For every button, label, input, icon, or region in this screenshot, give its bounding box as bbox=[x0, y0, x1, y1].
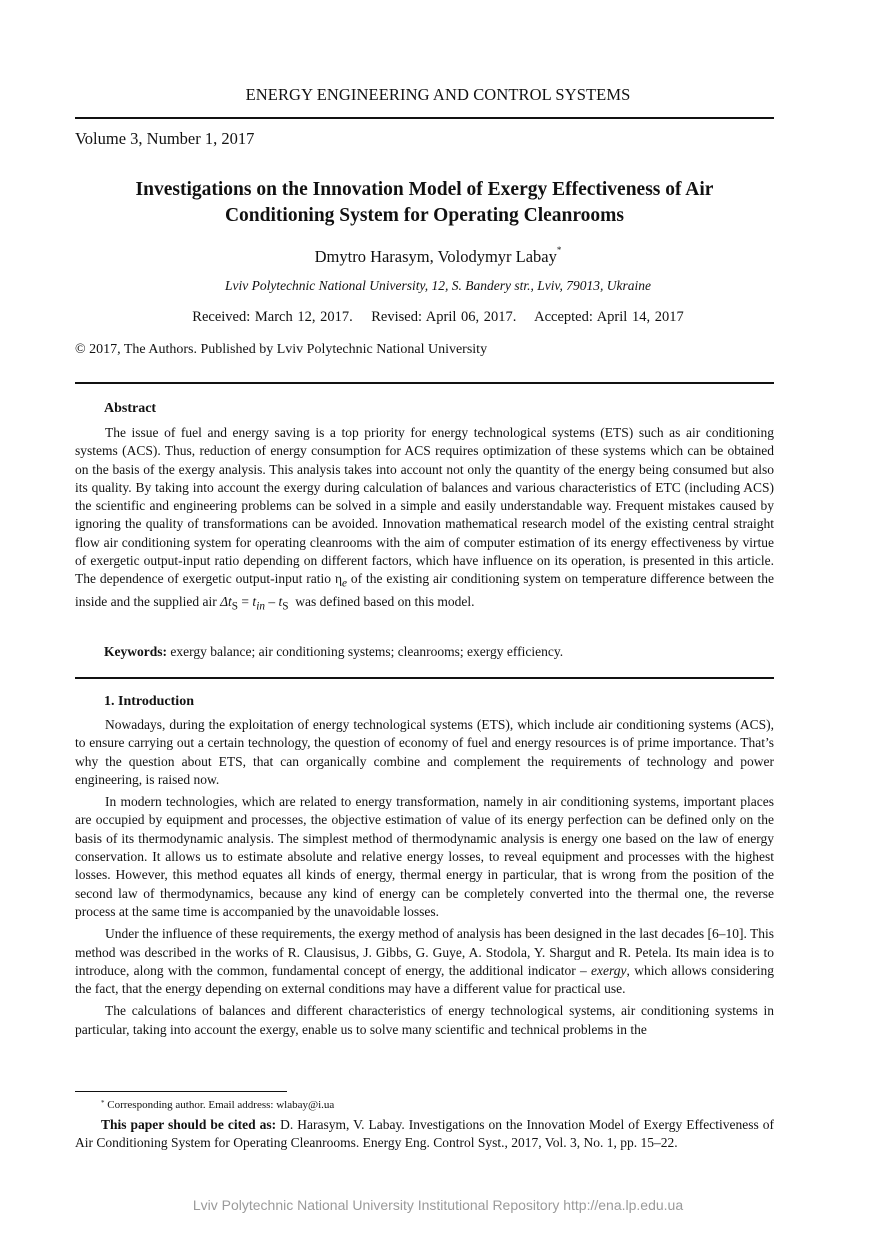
abstract-top-rule bbox=[75, 382, 774, 384]
volume-info: Volume 3, Number 1, 2017 bbox=[75, 129, 255, 148]
author-names: Dmytro Harasym, Volodymyr Labay bbox=[314, 247, 557, 266]
repository-footer: Lviv Polytechnic National University Institutional Repository http://ena.lp.edu.ua bbox=[192, 1197, 684, 1213]
authors bbox=[0, 247, 876, 267]
paper-title bbox=[75, 177, 774, 229]
author-footnote-mark: * bbox=[556, 245, 562, 255]
intro-paragraph-3 bbox=[75, 925, 774, 998]
corresponding-author-footnote bbox=[101, 1099, 334, 1111]
footnote-mark: * bbox=[101, 1099, 105, 1107]
delta-ts-expression bbox=[220, 594, 289, 614]
title-line-1: Investigations on the Innovation Model of Exergy Effectiveness of Air bbox=[135, 179, 714, 200]
intro-p3-start: Under the influence of these requirements, the exergy method of analysis has been designed in the last decades [6–10]. This method was described in the works of R. Clausisus, J. Gibbs, G. Guye, A. Stodola, Y. Shargut and R. Petela. Its main idea is to introduce, along with the common, fundamental concept of energy, the additional indicator – bbox=[75, 926, 774, 978]
abstract-text-mid: of the existing air conditioning system on temperature difference between the inside and the supplied air bbox=[75, 571, 775, 610]
footnote-text: Corresponding author. Email address: wlabay@i.ua bbox=[104, 1099, 335, 1111]
keywords-label: Keywords: bbox=[104, 644, 167, 659]
publication-dates: Received: March 12, 2017. Revised: April 06, 2017. Accepted: April 14, 2017 bbox=[192, 309, 684, 325]
t-supplied: t bbox=[278, 594, 283, 610]
eta-symbol: η bbox=[334, 571, 342, 587]
intro-p3-emphasis: exergy bbox=[591, 962, 627, 978]
eta-subscript: e bbox=[342, 578, 347, 591]
abstract-body bbox=[75, 424, 774, 616]
keywords-text: exergy balance; air conditioning systems; cleanrooms; exergy efficiency. bbox=[167, 644, 564, 659]
abstract-text: The issue of fuel and energy saving is a top priority for energy technological systems (ETS) such as air conditioning systems (ACS). Thus, reduction of energy consumption for ACS requires optimization of these systems which can be obtained on the basis of the exergy analysis. This analysis takes into account not only the quantity of the energy being consumed but also its quality. By taking into account the exergy during calculation of balances and various characteristics of ETC (including ACS) the scientific and engineering problems can be solved in a simple and easily understandable way. Frequent mistakes caused by ignoring the quality of transformations can be avoided. Innovation mathematical research model of the existing central straight flow air conditioning system for operating cleanrooms with the aim of computer estimation of its energy effectiveness by virtue of exergetic output-input ratio depending on different factors, which have influence on its operation, is presented in this article. The dependence of exergetic output-input ratio bbox=[75, 425, 774, 587]
delta-t: Δt bbox=[220, 594, 232, 610]
intro-p3-end: , which allows considering the fact, that the energy depending on external conditions may have a different value for practical use. bbox=[75, 962, 774, 997]
citation-label: This paper should be cited as: bbox=[101, 1117, 277, 1132]
intro-paragraph-4: The calculations of balances and different characteristics of energy technological systems, air conditioning systems in particular, taking into account the exergy, enable us to solve many scientific and technical problems in the bbox=[75, 1003, 774, 1037]
introduction-body bbox=[75, 716, 774, 1039]
equals-sign: = bbox=[238, 594, 253, 610]
abstract-text-end: was defined based on this model. bbox=[288, 594, 475, 610]
copyright-line: © 2017, The Authors. Published by Lviv Polytechnic National University bbox=[75, 342, 488, 357]
t-inside: t bbox=[252, 594, 257, 610]
affiliation: Lviv Polytechnic National University, 12, S. Bandery str., Lviv, 79013, Ukraine bbox=[224, 278, 652, 293]
keywords bbox=[104, 644, 563, 660]
header-rule bbox=[75, 117, 774, 119]
sub-in: in bbox=[256, 601, 265, 614]
minus-sign: – bbox=[264, 594, 279, 610]
citation-text: D. Harasym, V. Labay. Investigations on the Innovation Model of Exergy Effectiveness of Air Conditioning System for Operating Cleanrooms. Energy Eng. Control Syst., 2017, Vol. 3, No. 1, pp. 15–22. bbox=[75, 1117, 774, 1150]
section-rule bbox=[75, 677, 774, 679]
footnote-rule bbox=[75, 1091, 287, 1092]
abstract-heading: Abstract bbox=[104, 401, 157, 416]
intro-paragraph-1: Nowadays, during the exploitation of energy technological systems (ETS), which include air conditioning systems (ACS), to ensure carrying out a certain technology, the question of economy of fuel and energy resources is of prime importance. That’s why the question about ETS, that can organically combine and complement the requirements of technology and power engineering, is raised now. bbox=[75, 717, 774, 787]
introduction-heading: 1. Introduction bbox=[104, 694, 194, 709]
title-line-2: Conditioning System for Operating Cleanrooms bbox=[224, 205, 625, 226]
sub-s-1: S bbox=[231, 601, 239, 614]
citation-block bbox=[75, 1116, 774, 1152]
intro-paragraph-2: In modern technologies, which are related to energy transformation, namely in air conditioning systems, important places are occupied by equipment and processes, the objective estimation of value of its energy perfection can be defined only on the basis of its thermodynamic analysis. The simplest method of thermodynamic analysis is energy one based on the law of energy conservation. It allows us to estimate absolute and relative energy losses, to reveal equipment and processes with the highest losses. However, this method equates all kinds of energy, thermal energy in particular, that is wrong from the position of the second law of thermodynamics, because any kind of energy can be completely converted into the thermal one, the reverse process at the same time is accompanied by the unavoidable losses. bbox=[75, 794, 774, 919]
sub-s-2: S bbox=[282, 601, 289, 614]
journal-title: ENERGY ENGINEERING AND CONTROL SYSTEMS bbox=[245, 85, 631, 104]
